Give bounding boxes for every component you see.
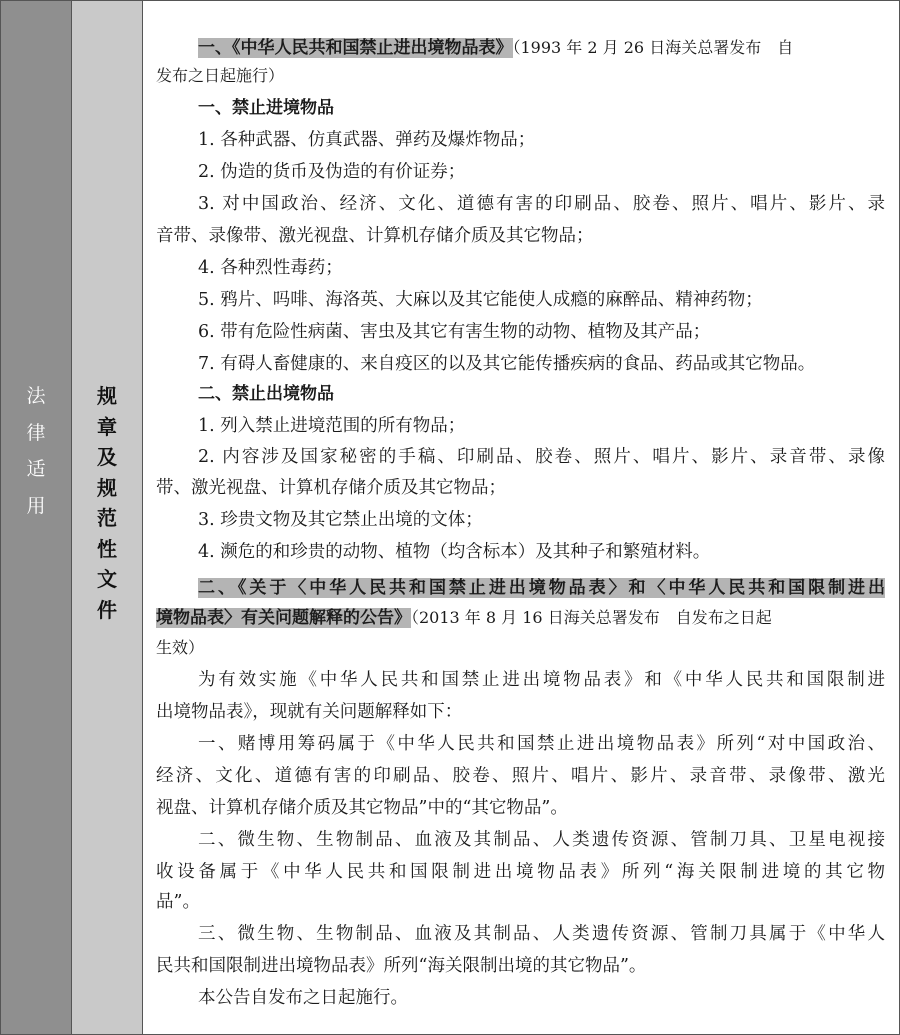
subsection-title: 二、禁止出境物品 — [198, 384, 334, 404]
paragraph-line: 出境物品表》，现就有关问题解释如下： — [156, 702, 463, 722]
list-item: 4. 濒危的和珍贵的动物、植物（均含标本）及其种子和繁殖材料。 — [198, 542, 711, 562]
list-item: 4. 各种烈性毒药； — [198, 258, 343, 278]
paragraph-line: 一、赌博用筹码属于《中华人民共和国禁止进出境物品表》所列“对中国政治、 — [198, 734, 885, 754]
paragraph-line: 为有效实施《中华人民共和国禁止进出境物品表》和《中华人民共和国限制进 — [198, 670, 885, 690]
section-2-heading-line — [156, 605, 772, 631]
paragraph-line: 民共和国限制进出境物品表》所列“海关限制出境的其它物品”。 — [156, 956, 647, 976]
paragraph-line: 本公告自发布之日起施行。 — [198, 988, 408, 1008]
paragraph-line: 二、微生物、生物制品、血液及其制品、人类遗传资源、管制刀具、卫星电视接 — [198, 830, 885, 850]
list-item-cont: 带、激光视盘、计算机存储介质及其它物品； — [156, 478, 506, 498]
paragraph-line: 收设备属于《中华人民共和国限制进出境物品表》所列“海关限制进境的其它物 — [156, 862, 885, 882]
paragraph-line: 视盘、计算机存储介质及其它物品”中的“其它物品”。 — [156, 798, 568, 818]
list-item: 2. 内容涉及国家秘密的手稿、印刷品、胶卷、照片、唱片、影片、录音带、录像 — [198, 447, 885, 467]
subcategory-column — [72, 1, 143, 1034]
list-item: 1. 列入禁止进境范围的所有物品； — [198, 416, 466, 436]
section-1-note: （1993 年 2 月 26 日海关总署发布 自 — [512, 38, 794, 57]
category-label: 法 律 适 用 — [26, 385, 46, 517]
list-item: 2. 伪造的货币及伪造的有价证券； — [198, 162, 466, 182]
list-item: 7. 有碍人畜健康的、来自疫区的以及其它能传播疾病的食品、药品或其它物品。 — [198, 354, 816, 374]
content-column — [143, 1, 899, 1034]
section-1-note-cont: 发布之日起施行） — [156, 66, 285, 85]
category-column — [1, 1, 72, 1034]
list-item: 5. 鸦片、吗啡、海洛英、大麻以及其它能使人成瘾的麻醉品、精神药物； — [198, 290, 763, 310]
subcategory-label: 规 章 及 规 范 性 文 件 — [97, 384, 117, 622]
section-2-title: 二、《关于〈中华人民共和国禁止进出境物品表〉和〈中华人民共和国限制进出 — [198, 578, 885, 598]
list-item: 3. 珍贵文物及其它禁止出境的文体； — [198, 510, 483, 530]
paragraph-line: 三、微生物、生物制品、血液及其制品、人类遗传资源、管制刀具属于《中华人 — [198, 924, 885, 944]
section-2-note: （2013 年 8 月 16 日海关总署发布 自发布之日起 — [411, 608, 772, 627]
list-item: 1. 各种武器、仿真武器、弹药及爆炸物品； — [198, 130, 536, 150]
list-item-cont: 音带、录像带、激光视盘、计算机存储介质及其它物品； — [156, 226, 594, 246]
section-2-title-line — [198, 575, 885, 601]
list-item: 3. 对中国政治、经济、文化、道德有害的印刷品、胶卷、照片、唱片、影片、录 — [198, 194, 885, 214]
section-1-heading-line — [198, 35, 793, 61]
section-2-title-cont: 境物品表〉有关问题解释的公告》 — [156, 608, 411, 628]
section-1-title: 一、《中华人民共和国禁止进出境物品表》 — [198, 38, 513, 58]
subsection-title: 一、禁止进境物品 — [198, 98, 334, 118]
section-2-note-cont: 生效） — [156, 638, 205, 657]
paragraph-line: 品”。 — [156, 892, 200, 912]
paragraph-line: 经济、文化、道德有害的印刷品、胶卷、照片、唱片、影片、录音带、录像带、激光 — [156, 766, 885, 786]
list-item: 6. 带有危险性病菌、害虫及其它有害生物的动物、植物及其产品； — [198, 322, 711, 342]
